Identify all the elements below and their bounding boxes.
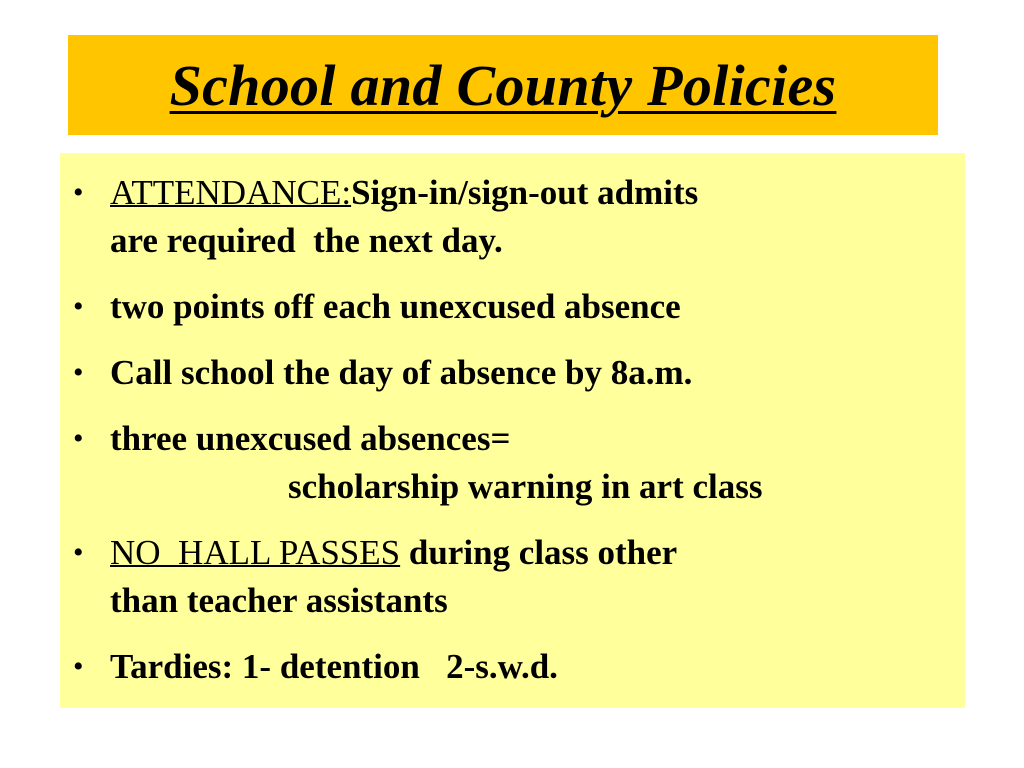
bullet-icon: • [73,536,84,569]
bullet-icon: • [73,650,84,683]
hall-passes-text-line2: than teacher assistants [110,581,448,620]
bullet-icon: • [73,422,84,455]
policy-list [60,169,965,691]
bullet-icon: • [73,290,84,323]
list-item-tardies [60,643,965,691]
attendance-heading: ATTENDANCE: [110,173,352,212]
bullet-icon: • [73,356,84,389]
hall-passes-text-line1: during class other [400,533,678,572]
unexcused-absences-line1: three unexcused absences= [110,419,511,458]
list-item-hall-passes [60,529,965,625]
points-off-text: two points off each unexcused absence [110,287,681,326]
title-banner [68,35,938,135]
list-item-unexcused-absences [60,415,965,511]
unexcused-absences-line2: scholarship warning in art class [288,467,763,506]
list-item-call-school [60,349,965,397]
bullet-icon: • [73,176,84,209]
tardies-text: Tardies: 1- detention 2-s.w.d. [110,647,558,686]
policy-list-panel [60,153,965,708]
hall-passes-heading: NO HALL PASSES [110,533,401,572]
attendance-text-line1: Sign-in/sign-out admits [351,173,699,212]
attendance-text-line2: are required the next day. [110,221,503,260]
list-item-points-off [60,283,965,331]
call-school-text: Call school the day of absence by 8a.m. [110,353,693,392]
list-item-attendance [60,169,965,265]
page-title: School and County Policies [169,52,837,118]
